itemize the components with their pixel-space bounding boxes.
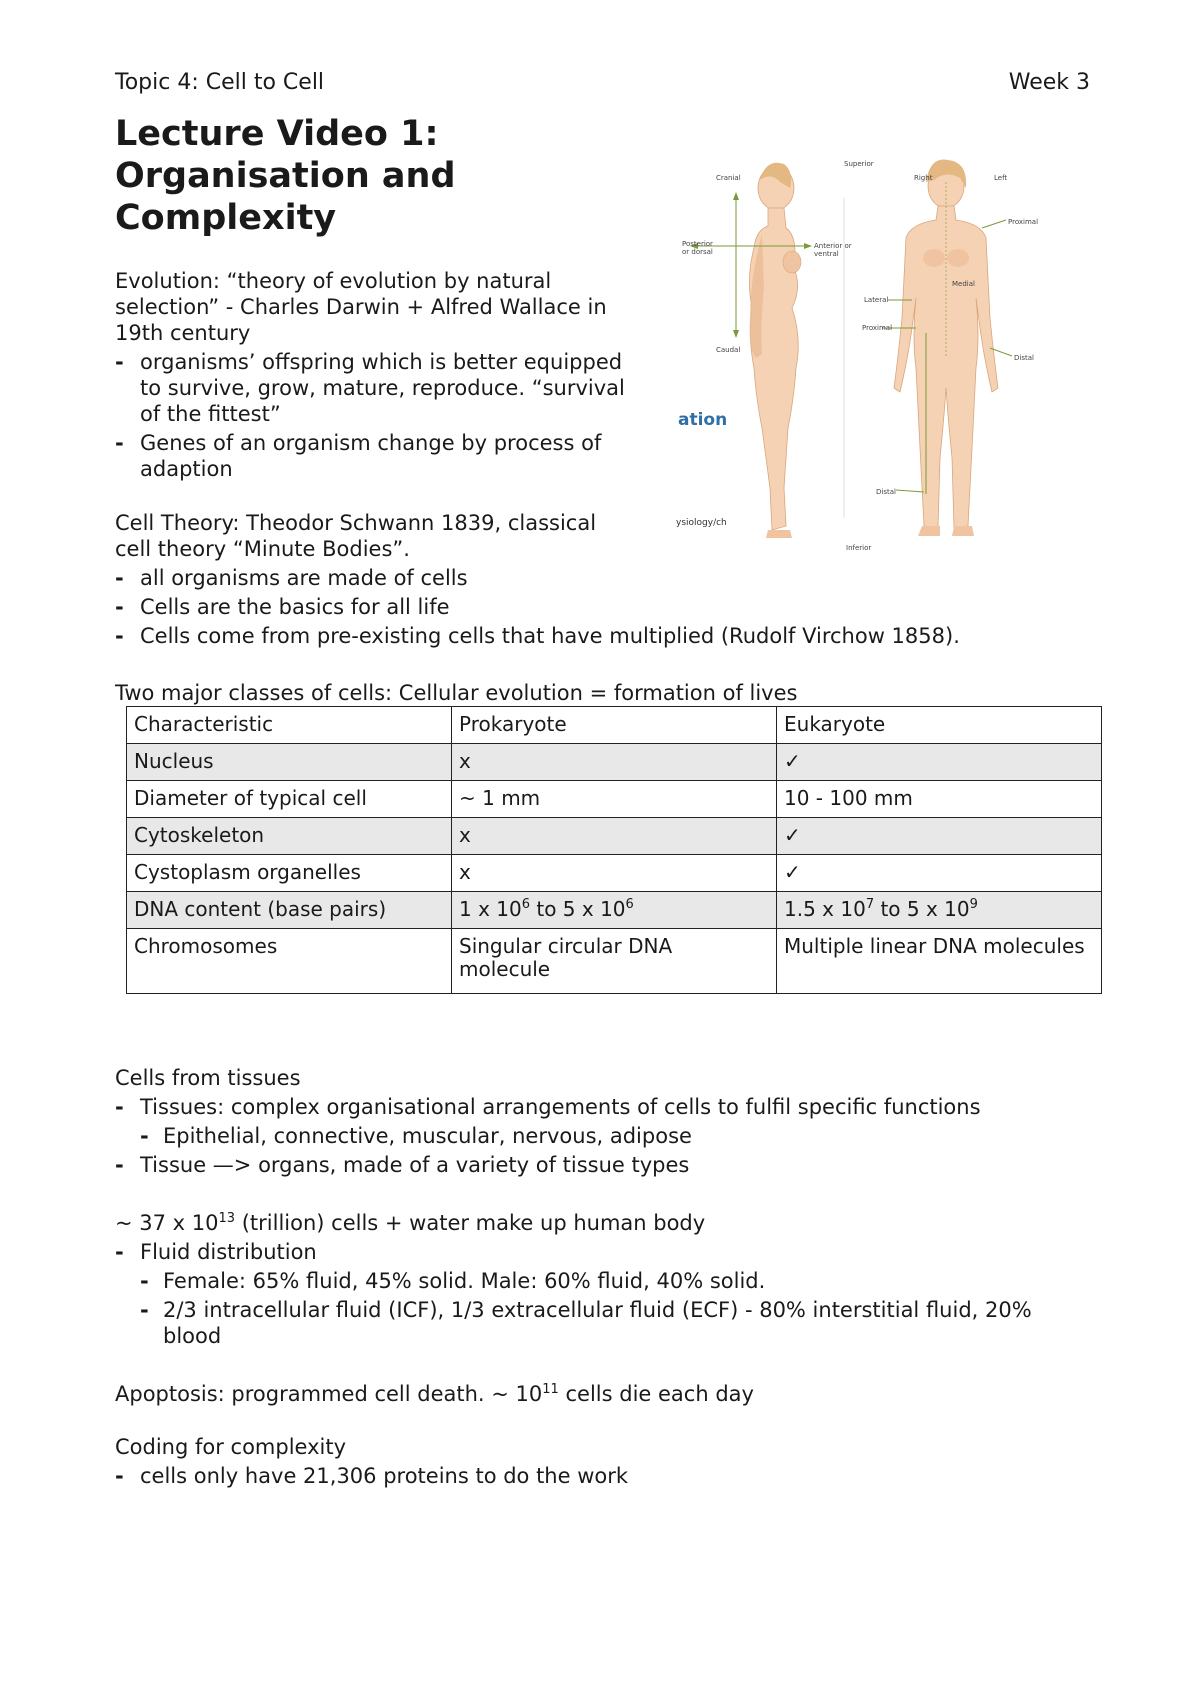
- dna-exponent: 9: [969, 897, 978, 912]
- body-exponent: 13: [218, 1211, 236, 1226]
- week-header: Week 3: [1008, 70, 1090, 95]
- body-bullet: - Fluid distribution: [115, 1239, 1105, 1265]
- title-line-2: Organisation and: [115, 156, 456, 196]
- apoptosis-part: Apoptosis: programmed cell death. ~ 10: [115, 1382, 543, 1406]
- tissues-section: [115, 1065, 1095, 1178]
- coding-bullet: - cells only have 21,306 proteins to do the work: [115, 1463, 628, 1489]
- dna-exponent: 6: [625, 897, 634, 912]
- tissues-sub-bullet: - Epithelial, connective, muscular, nervous, adipose: [115, 1123, 1095, 1149]
- table-cell: Cystoplasm organelles: [127, 855, 452, 892]
- body-intro: [115, 1210, 1105, 1236]
- table-cell: Singular circular DNA molecule: [452, 929, 777, 994]
- table-cell: ✓: [777, 855, 1102, 892]
- tissues-bullet: - Tissue —> organs, made of a variety of tissue types: [115, 1152, 1095, 1178]
- body-sub-line: blood: [163, 1324, 222, 1348]
- table-header-cell: Prokaryote: [452, 707, 777, 744]
- table-cell: ✓: [777, 818, 1102, 855]
- label-superior: Superior: [844, 160, 874, 168]
- dna-value-part: to 5 x 10: [874, 897, 970, 921]
- apoptosis-exponent: 11: [542, 1382, 559, 1397]
- cell-theory-bullet: - Cells come from pre-existing cells that have multiplied (Rudolf Virchow 1858).: [115, 623, 1095, 649]
- anatomy-illustration: [676, 158, 1096, 558]
- apoptosis-part: cells die each day: [558, 1382, 754, 1406]
- cell-theory-bullet: - Cells are the basics for all life: [115, 594, 1095, 620]
- figure-fragment-physiology: ysiology/ch: [676, 518, 727, 528]
- coding-section: [115, 1434, 628, 1489]
- table-caption: Two major classes of cells: Cellular evolution = formation of lives: [115, 681, 798, 705]
- label-posterior: Posterior: [682, 240, 713, 248]
- body-sub-bullet: [115, 1297, 1105, 1349]
- tissues-heading: Cells from tissues: [115, 1066, 301, 1090]
- table-row: [127, 892, 1102, 929]
- cell-class-table: [126, 706, 1102, 994]
- table-header-cell: Eukaryote: [777, 707, 1102, 744]
- title-line-3: Complexity: [115, 198, 337, 238]
- table-cell: [777, 892, 1102, 929]
- label-medial: Medial: [952, 280, 975, 288]
- coding-heading: Coding for complexity: [115, 1435, 347, 1459]
- table-cell: 10 - 100 mm: [777, 781, 1102, 818]
- evolution-bullet-2: [115, 430, 675, 482]
- table-cell: Cytoskeleton: [127, 818, 452, 855]
- dna-value-part: to 5 x 10: [530, 897, 626, 921]
- page-title: [115, 113, 635, 239]
- cell-theory-bullet: - all organisms are made of cells: [115, 565, 1095, 591]
- side-view-body: [749, 163, 801, 538]
- table-cell: [452, 892, 777, 929]
- apoptosis-line: [115, 1381, 754, 1407]
- bullet-line: adaption: [140, 457, 233, 481]
- evolution-intro: [115, 268, 675, 346]
- table-cell: ~ 1 mm: [452, 781, 777, 818]
- dna-exponent: 7: [865, 897, 875, 912]
- table-row: [127, 818, 1102, 855]
- label-anterior: Anterior or: [814, 242, 852, 250]
- label-distal: Distal: [1014, 354, 1034, 362]
- bullet-line: of the fittest”: [140, 402, 281, 426]
- evolution-section: [115, 268, 675, 482]
- table-cell: Diameter of typical cell: [127, 781, 452, 818]
- bullet-line: Genes of an organism change by process of: [140, 431, 602, 455]
- table-row: [127, 781, 1102, 818]
- body-section: [115, 1210, 1105, 1349]
- cell-theory-line: cell theory “Minute Bodies”.: [115, 537, 410, 561]
- dna-value-part: 1.5 x 10: [784, 897, 866, 921]
- label-anterior-2: ventral: [814, 250, 839, 258]
- cell-theory-line: Cell Theory: Theodor Schwann 1839, classical: [115, 511, 597, 535]
- table-cell: x: [452, 818, 777, 855]
- title-line-1: Lecture Video 1:: [115, 114, 439, 154]
- bullet-line: organisms’ offspring which is better equipped: [140, 350, 623, 374]
- label-posterior-2: or dorsal: [682, 248, 713, 256]
- dna-value-part: 1 x 10: [459, 897, 522, 921]
- table-header-cell: Characteristic: [127, 707, 452, 744]
- table-cell: x: [452, 744, 777, 781]
- table-cell: x: [452, 855, 777, 892]
- evolution-bullet-1: [115, 349, 675, 427]
- evolution-intro-line: 19th century: [115, 321, 251, 345]
- table-cell: Nucleus: [127, 744, 452, 781]
- label-proximal-2: Proximal: [862, 324, 893, 332]
- table-row: [127, 855, 1102, 892]
- tissues-bullet: - Tissues: complex organisational arrangements of cells to fulfil specific functions: [115, 1094, 1095, 1120]
- label-caudal: Caudal: [716, 346, 741, 354]
- body-intro-part: (trillion) cells + water make up human body: [235, 1211, 706, 1235]
- table-cell: DNA content (base pairs): [127, 892, 452, 929]
- label-cranial: Cranial: [716, 174, 741, 182]
- table-row: [127, 744, 1102, 781]
- label-left: Left: [994, 174, 1008, 182]
- bullet-line: to survive, grow, mature, reproduce. “survival: [140, 376, 625, 400]
- anatomy-figure: [676, 158, 1096, 558]
- body-intro-part: ~ 37 x 10: [115, 1211, 219, 1235]
- label-lateral: Lateral: [864, 296, 889, 304]
- figure-fragment-ation: ation: [678, 410, 728, 430]
- label-distal-2: Distal: [876, 488, 896, 496]
- body-sub-line: 2/3 intracellular fluid (ICF), 1/3 extracellular fluid (ECF) - 80% interstitial fluid, 20%: [163, 1298, 1032, 1322]
- body-sub-bullet: - Female: 65% fluid, 45% solid. Male: 60% fluid, 40% solid.: [115, 1268, 1105, 1294]
- label-proximal: Proximal: [1008, 218, 1039, 226]
- table-row: [127, 929, 1102, 994]
- table-cell: Multiple linear DNA molecules: [777, 929, 1102, 994]
- dna-exponent: 6: [521, 897, 531, 912]
- label-inferior: Inferior: [846, 544, 872, 552]
- table-header-row: [127, 707, 1102, 744]
- evolution-intro-line: selection” - Charles Darwin + Alfred Wallace in: [115, 295, 607, 319]
- topic-header: Topic 4: Cell to Cell: [115, 70, 325, 95]
- label-right: Right: [914, 174, 933, 182]
- table-cell: ✓: [777, 744, 1102, 781]
- evolution-intro-line: Evolution: “theory of evolution by natural: [115, 269, 552, 293]
- table-cell: Chromosomes: [127, 929, 452, 994]
